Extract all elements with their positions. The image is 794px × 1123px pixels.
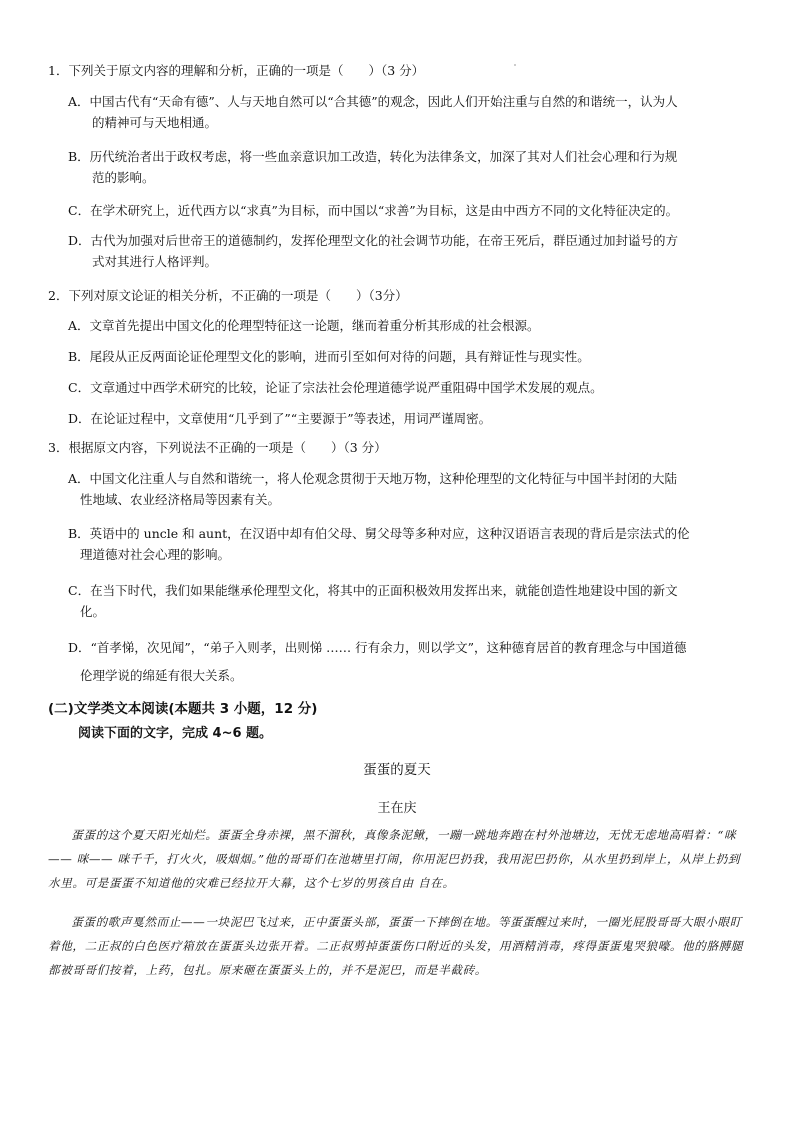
option-line-1: C．在当下时代，我们如果能继承伦理型文化，将其中的正面积极效用发挥出来，就能创造性地建设中国的新文 <box>68 583 678 598</box>
option-line-2: 伦理学说的绵延有很大关系。 <box>80 668 243 683</box>
story-author: 王在庆 <box>377 801 417 816</box>
question-3-option-b <box>68 523 750 565</box>
question-1-option-d <box>68 230 750 272</box>
question-2-option-a <box>68 315 750 336</box>
story-paragraph-2: 蛋蛋的歌声戛然而止——一块泥巴飞过来，正中蛋蛋头部，蛋蛋一下摔倒在地。等蛋蛋醒过来时，一圈光屁股哥哥大眼小眼盯着他，二正叔的白色医疗箱放在蛋蛋头边张开着。二正叔剪掉蛋蛋伤口附近的头发，用酒精消毒，疼得蛋蛋鬼哭狼嚎。他的胳膊腿都被哥哥们按着，上药，包扎。原来砸在蛋蛋头上的，并不是泥巴，而是半截砖。 <box>48 915 744 977</box>
question-2-option-d <box>68 408 750 429</box>
option-line-1: C．在学术研究上，近代西方以“求真”为目标，而中国以“求善”为目标，这是由中西方不同的文化特征决定的。 <box>68 203 679 218</box>
story-paragraph-1: 蛋蛋的这个夏天阳光灿烂。蛋蛋全身赤裸，黑不溜秋，真像条泥鳅，一蹦一跳地奔跑在村外池塘边，无忧无虑地高唱着：“咪—— 咪—— 咪千千，打火火，吸烟烟。”他的哥哥们在池塘里打闹，你用泥巴扔我，我用泥巴扔你，从水里扔到岸上，从岸上扔到水里。可是蛋蛋不知道他的灾难已经拉开大幕，这个七岁的男孩自由 自在。 <box>48 828 741 890</box>
story-title: 蛋蛋的夏天 <box>363 762 431 778</box>
option-line-1: B．英语中的 uncle 和 aunt，在汉语中却有伯父母、舅父母等多种对应，这种汉语语言表现的背后是宗法式的伦 <box>68 526 690 541</box>
question-3-option-c <box>68 580 750 622</box>
option-line-2: 的精神可与天地相通。 <box>92 115 218 130</box>
option-line-2: 范的影响。 <box>92 170 155 185</box>
option-line-1: C．文章通过中西学术研究的比较，论证了宗法社会伦理道德学说严重阻碍中国学术发展的观点。 <box>68 380 603 395</box>
option-line-1: D．在论证过程中，文章使用“几乎到了”“主要源于”等表述，用词严谨周密。 <box>68 411 492 426</box>
option-line-1: D．“首孝悌，次见闻”，“弟子入则孝，出则悌 …… 行有余力，则以学文”，这种德育居首的教育理念与中国道德 <box>68 640 687 655</box>
reading-instruction: 阅读下面的文字，完成 4~6 题。 <box>78 726 273 741</box>
question-2-option-b <box>68 346 750 367</box>
question-2-stem: 2．下列对原文论证的相关分析，不正确的一项是（ ）（3分） <box>48 288 408 303</box>
question-2-option-c <box>68 377 750 398</box>
option-line-1: A．中国古代有“天命有德”、人与天地自然可以“合其德”的观念，因此人们开始注重与自然的和谐统一，认为人 <box>68 94 678 109</box>
question-1-option-b <box>68 146 750 188</box>
question-3-option-a <box>68 468 750 510</box>
option-line-2: 理道德对社会心理的影响。 <box>80 547 231 562</box>
option-line-1: B．尾段从正反两面论证伦理型文化的影响，进而引至如何对待的问题，具有辩证性与现实性。 <box>68 349 590 364</box>
option-line-1: A．中国文化注重人与自然和谐统一，将人伦观念贯彻于天地万物，这种伦理型的文化特征与中国半封闭的大陆 <box>68 471 678 486</box>
section-heading: (二)文学类文本阅读(本题共 3 小题，12 分) <box>48 701 318 717</box>
question-1-option-a <box>68 91 750 133</box>
question-3-option-d <box>68 634 750 690</box>
question-3-stem: 3．根据原文内容，下列说法不正确的一项是（ ）（3 分） <box>48 440 387 455</box>
option-line-1: D．古代为加强对后世帝王的道德制约，发挥伦理型文化的社会调节功能，在帝王死后，群臣通过加封谥号的方 <box>68 233 679 248</box>
question-1-stem: 1．下列关于原文内容的理解和分析，正确的一项是（ ）（3 分） <box>48 63 425 78</box>
question-1-option-c <box>68 200 750 221</box>
option-line-1: B．历代统治者出于政权考虑，将一些血亲意识加工改造，转化为法律条文，加深了其对人们社会心理和行为规 <box>68 149 678 164</box>
option-line-1: A．文章首先提出中国文化的伦理型特征这一论题，继而着重分析其形成的社会根源。 <box>68 318 540 333</box>
option-line-2: 化。 <box>80 604 106 619</box>
option-line-2: 式对其进行人格评判。 <box>92 254 218 269</box>
option-line-2: 性地域、农业经济格局等因素有关。 <box>80 492 281 507</box>
